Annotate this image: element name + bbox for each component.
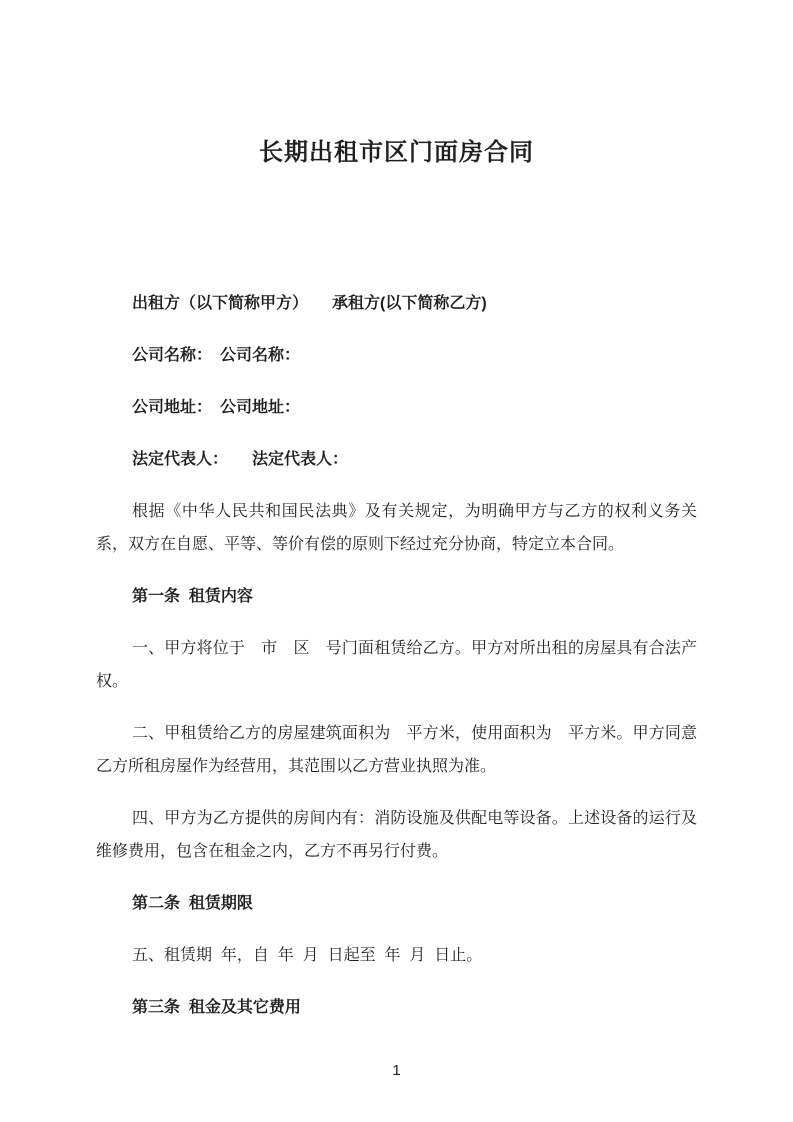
paragraph-clause-5: 五、租赁期 年，自 年 月 日起至 年 月 日止。 [132, 947, 483, 964]
heading-article-3: 第三条 租金及其它费用 [132, 999, 301, 1016]
document-body [96, 0, 697, 1043]
paragraph-company-address: 公司地址： 公司地址： [132, 399, 301, 416]
page-number: 1 [392, 1062, 401, 1079]
paragraph-clause-4: 四、甲方为乙方提供的房间内有：消防设施及供配电等设备。上述设备的运行及维修费用，包含在租金之内，乙方不再另行付费。 [96, 810, 697, 860]
heading-article-2: 第二条 租赁期限 [132, 895, 253, 912]
paragraph-clause-2: 二、甲租赁给乙方的房屋建筑面积为 平方米，使用面积为 平方米。甲方同意乙方所租房屋作为经营用，其范围以乙方营业执照为准。 [96, 725, 697, 775]
paragraph-company-name: 公司名称： 公司名称： [132, 347, 301, 364]
paragraph-legal-representative: 法定代表人： 法定代表人： [132, 451, 349, 468]
heading-article-1: 第一条 租赁内容 [132, 588, 253, 605]
paragraph-preamble: 根据《中华人民共和国民法典》及有关规定，为明确甲方与乙方的权利义务关系，双方在自愿、平等、等价有偿的原则下经过充分协商，特定立本合同。 [96, 503, 697, 553]
paragraph-clause-1: 一、甲方将位于 市 区 号门面租赁给乙方。甲方对所出租的房屋具有合法产权。 [96, 640, 697, 690]
paragraph-parties: 出租方（以下简称甲方） 承租方(以下简称乙方) [132, 295, 487, 312]
document-title: 长期出租市区门面房合同 [259, 139, 534, 166]
